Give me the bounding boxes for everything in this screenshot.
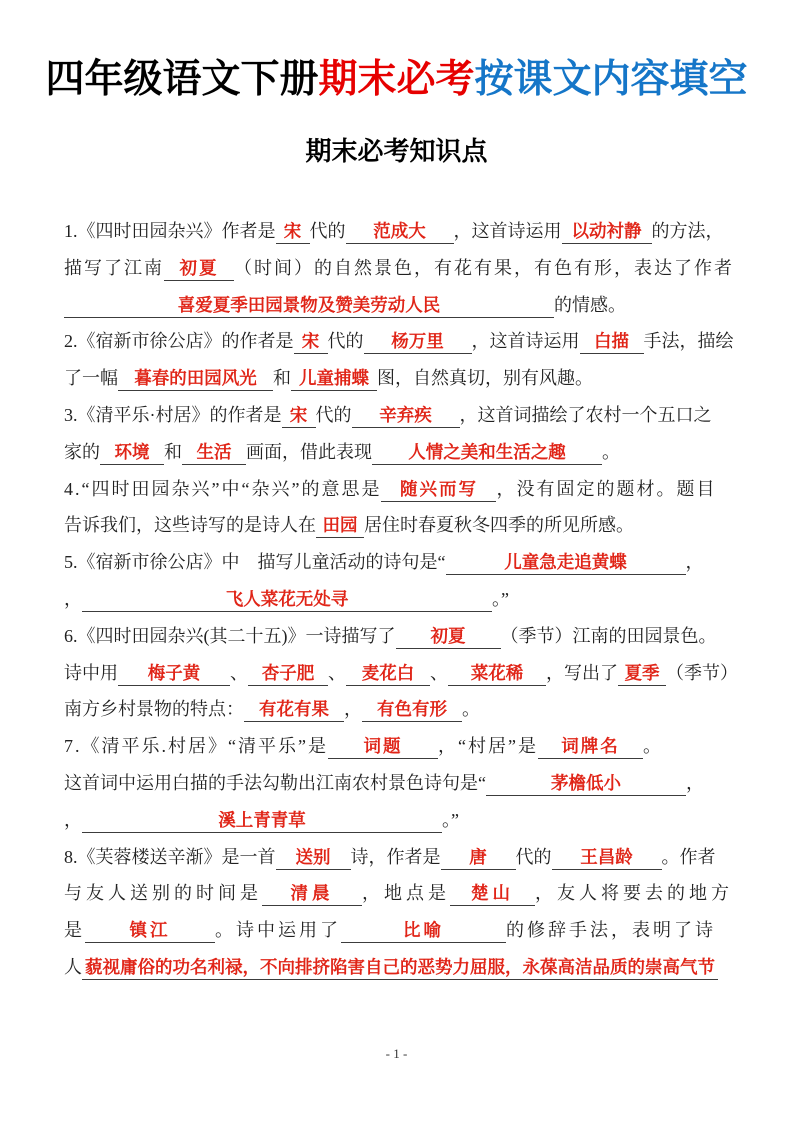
text-run: 家的 [64,441,100,462]
text-run: 。 [602,441,620,462]
answer-text: 楚山 [471,883,514,904]
answer-text: 词题 [363,736,403,757]
answer-blank [85,917,215,943]
answer-blank [364,328,472,354]
answer-text: 杏子肥 [261,662,315,683]
answer-text: 宋 [301,331,320,352]
answer-blank [441,844,516,870]
questions [64,213,741,986]
text-run: 与友人送别的时间是 [64,883,262,904]
text-run: ，这首诗运用 [453,221,562,241]
answer-blank [291,365,377,391]
answer-text: 有色有形 [377,699,447,720]
answer-text: 送别 [295,846,331,867]
question-6-line [64,691,741,728]
answer-blank [100,439,164,465]
question-6-line [64,655,741,692]
answer-text: 清晨 [290,883,334,904]
answer-blank [316,512,364,538]
question-3-line [64,434,741,471]
question-4 [64,471,741,545]
answer-text: 菜花稀 [470,662,524,683]
answer-text: 辛弃疾 [379,404,432,425]
page-title-part-blue: 按课文内容填空 [474,58,748,101]
answer-text: 喜爱夏季田园景物及赞美劳动人民 [177,294,441,315]
text-run: ，这首诗运用 [471,331,580,352]
text-run: 6.《四时田园杂兴(其二十五)》一诗描写了 [64,625,396,646]
answer-blank [182,439,246,465]
text-run: 南方乡村景物的特点： [64,699,244,720]
answer-text: 宋 [289,404,308,425]
answer-blank [381,476,496,502]
text-run: 的修辞手法，表明了诗 [506,920,716,941]
text-run: 、 [430,662,448,683]
answer-text: 杨万里 [391,331,444,352]
answer-text: 茅檐低小 [551,772,621,793]
answer-text: 环境 [114,441,150,462]
text-run: 描写了江南 [64,257,164,278]
text-run: ，没有固定的题材。题目 [496,478,717,499]
text-run: （季节）江南的田园景色。 [500,625,717,646]
answer-blank [486,770,686,796]
text-run: 。诗中运用了 [215,920,341,941]
text-run: （时间）的自然景色，有花有果，有色有形，表达了作者 [234,257,734,278]
text-run: 的情感。 [554,294,626,315]
question-6 [64,618,741,728]
answer-blank [362,696,462,722]
page-title [0,48,793,104]
answer-text: 麦花白 [361,662,415,683]
answer-blank [446,549,686,575]
question-2-line [64,360,741,397]
text-run: 手法，描绘 [643,331,734,352]
answer-blank [538,733,643,759]
answer-text: 以动衬静 [571,221,642,241]
text-run: 代的 [315,404,352,425]
answer-blank [552,844,662,870]
text-run: 。 [642,736,663,757]
answer-text: 儿童捕蝶 [299,368,369,389]
answer-blank [118,660,230,686]
answer-text: 有花有果 [259,699,329,720]
text-run: 是 [64,920,85,941]
text-run: ， [686,772,704,793]
answer-blank [396,623,501,649]
text-run: 5.《宿新市徐公店》中 描写儿童活动的诗句是“ [64,552,446,573]
answer-blank [262,880,362,906]
answer-blank [82,586,492,612]
question-1 [64,213,741,323]
question-7-line [64,802,741,839]
answer-text: 溪上青青草 [218,809,306,830]
question-8-line [64,875,741,912]
answer-blank [328,733,438,759]
text-run: 7.《清平乐.村居》“清平乐”是 [64,736,328,757]
page-title-part-red: 期末必考 [318,58,475,101]
answer-text: 唐 [469,846,487,867]
answer-text: 王昌龄 [580,846,633,867]
text-run: ，这首词描绘了农村一个五口之 [459,404,712,425]
text-run: 、 [328,662,346,683]
page-number: - 1 - [385,1046,408,1061]
answer-blank [450,880,535,906]
answer-text: 暮春的田园风光 [134,368,257,389]
page-subtitle: 期末必考知识点 [305,136,488,166]
question-4-line [64,507,741,544]
text-run: 。” [442,809,459,830]
text-run: 代的 [515,846,552,867]
answer-blank [352,402,460,428]
answer-blank [118,365,273,391]
text-run: （季节） [666,662,738,683]
answer-text: 初夏 [430,625,466,646]
text-run: 和 [164,441,182,462]
answer-text: 镇江 [129,920,171,941]
answer-blank [618,660,666,686]
text-run: 4.“四时田园杂兴”中“杂兴”的意思是 [64,478,382,499]
answer-blank [372,439,602,465]
text-run: 代的 [309,221,346,241]
answer-text: 比喻 [403,920,444,941]
answer-text: 藐视庸俗的功名利禄，不向排挤陷害自己的恶势力屈服，永葆高洁品质的崇高气节 [85,956,715,977]
text-run: 和 [273,368,291,389]
text-run: ， [685,552,704,573]
question-5-line [64,581,741,618]
answer-text: 范成大 [373,221,426,241]
answer-text: 宋 [283,221,302,241]
answer-text: 飞人菜花无处寻 [225,588,349,609]
text-run: 、 [230,662,248,683]
answer-blank [64,292,554,318]
answer-blank [580,328,644,354]
answer-blank [82,807,442,833]
answer-blank [562,218,652,244]
answer-text: 词牌名 [561,736,620,757]
question-7-line [64,728,741,765]
answer-blank [276,844,351,870]
answer-text: 随兴而写 [399,478,478,499]
text-run: 代的 [327,331,364,352]
text-run: ，友人将要去的地方 [535,883,733,904]
question-8-line [64,912,741,949]
answer-text: 初夏 [179,257,219,278]
text-run: ， [64,588,82,609]
answer-text: 夏季 [624,662,660,683]
answer-text: 田园 [322,515,358,536]
text-run: ，地点是 [362,883,450,904]
answer-text: 儿童急走追黄蝶 [504,552,627,573]
answer-text: 生活 [196,441,232,462]
question-1-line [64,213,741,250]
answer-blank [164,255,234,281]
answer-text: 人情之美和生活之趣 [408,441,566,462]
question-1-line [64,250,741,287]
question-5 [64,544,741,618]
answer-blank [294,328,328,354]
text-run: 了一幅 [64,368,118,389]
answer-blank [346,218,454,244]
text-run: 2.《宿新市徐公店》的作者是 [64,331,294,352]
question-2 [64,323,741,397]
text-run: ， [344,699,362,720]
text-run: 。 [462,699,480,720]
text-run: 人 [64,956,82,977]
text-run: ， [64,809,82,830]
text-run: 画面，借此表现 [246,441,372,462]
page-title-part-black: 四年级语文下册 [45,58,319,101]
text-run: 的方法， [651,221,724,241]
answer-blank [244,696,344,722]
question-1-line [64,287,741,324]
question-6-line [64,618,741,655]
question-3 [64,397,741,471]
text-run: 。” [492,588,509,609]
question-5-line [64,544,741,581]
question-8-line [64,949,741,986]
question-8 [64,839,741,986]
question-4-line [64,471,741,508]
answer-blank [276,218,310,244]
answer-blank [448,660,546,686]
text-run: 告诉我们，这些诗写的是诗人在 [64,515,316,536]
question-8-line [64,839,741,876]
question-7 [64,728,741,838]
text-run: 8.《芙蓉楼送辛渐》是一首 [64,846,276,867]
text-run: 这首词中运用白描的手法勾勒出江南农村景色诗句是“ [64,772,486,793]
text-run: 1.《四时田园杂兴》作者是 [64,221,276,241]
question-3-line [64,397,741,434]
text-run: 诗中用 [64,662,118,683]
text-run: 3.《清平乐·村居》的作者是 [64,404,282,425]
text-run: 。作者 [661,846,716,867]
answer-text: 梅子黄 [147,662,201,683]
question-2-line [64,323,741,360]
text-run: ，“村居”是 [437,736,538,757]
text-run: 图，自然真切，别有风趣。 [377,368,593,389]
text-run: 居住时春夏秋冬四季的所见所感。 [364,515,634,536]
answer-blank [248,660,328,686]
answer-blank [346,660,430,686]
answer-text: 白描 [594,331,629,352]
answer-blank [82,954,718,980]
answer-blank [282,402,316,428]
text-run: 诗，作者是 [350,846,441,867]
text-run: ，写出了 [546,662,618,683]
answer-blank [341,917,506,943]
question-7-line [64,765,741,802]
